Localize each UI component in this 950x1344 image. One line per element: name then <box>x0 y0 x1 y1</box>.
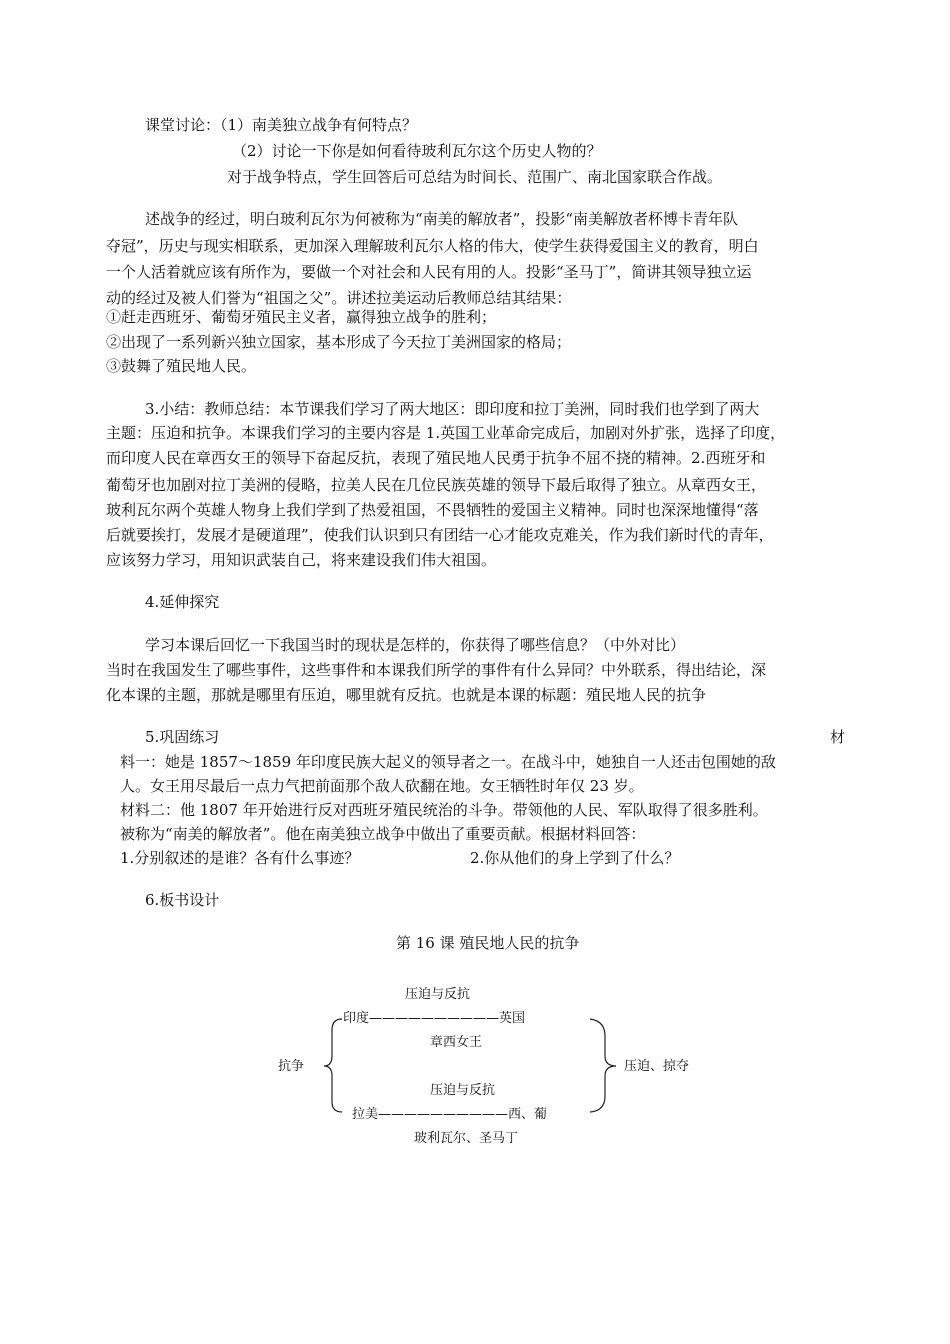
discussion-intro: 课堂讨论：（1）南美独立战争有何特点？ <box>145 116 418 134</box>
diagram-bottom-row: 拉美——————————西、葡 <box>352 1107 548 1122</box>
diagram-bottom-relation: 压迫与反抗 <box>430 1083 496 1098</box>
exercise-question-2: 2.你从他们的身上学到了什么？ <box>470 849 680 867</box>
narrative-line: ③鼓舞了殖民地人民。 <box>106 357 257 375</box>
left-brace <box>324 1019 342 1112</box>
exercise-heading-tail: 材 <box>830 728 846 746</box>
narrative-line: ②出现了一系列新兴独立国家，基本形成了今天拉丁美洲国家的格局； <box>106 333 572 351</box>
summary-line: 主题：压迫和抗争。本课我们学习的主要内容是 1.英国工业革命完成后，加剧对外扩张，选择了印度， <box>106 424 786 442</box>
extension-line: 化本课的主题，那就是哪里有压迫，哪里就有反抗。也就是本课的标题：殖民地人民的抗争 <box>106 686 707 704</box>
diagram-top-relation: 压迫与反抗 <box>405 987 471 1002</box>
exercise-material-line: 料一：她是 1857～1859 年印度民族大起义的领导者之一。在战斗中，她独自一人还击包围她的敌 <box>120 753 776 771</box>
diagram-top-row: 印度——————————英国 <box>343 1011 526 1026</box>
diagram-bottom-figures: 玻利瓦尔、圣马丁 <box>414 1131 519 1146</box>
board-heading: 6.板书设计 <box>145 891 220 909</box>
exercise-question-1: 1.分别叙述的是谁？各有什么事迹？ <box>120 849 360 867</box>
discussion-answer: 对于战争特点，学生回答后可总结为时间长、范围广、南北国家联合作战。 <box>227 168 723 186</box>
extension-line: 当时在我国发生了哪些事件，这些事件和本课我们所学的事件有什么异同？中外联系，得出结论，深 <box>106 661 767 679</box>
right-brace <box>590 1019 616 1112</box>
diagram-right-label: 压迫、掠夺 <box>624 1059 690 1074</box>
narrative-line: 一个人活着就应该有所作为，要做一个对社会和人民有用的人。投影“圣马丁”，简讲其领导独立运 <box>106 263 752 281</box>
summary-line: 葡萄牙也加剧对拉丁美洲的侵略，拉美人民在几位民族英雄的领导下最后取得了独立。从章西女王， <box>106 476 767 494</box>
summary-line: 后就要挨打，发展才是硬道理”，使我们认识到只有团结一心才能攻克难关，作为我们新时代的青年， <box>106 526 774 544</box>
summary-line: 3.小结：教师总结：本节课我们学习了两大地区：即印度和拉丁美洲，同时我们也学到了两大 <box>145 400 760 418</box>
summary-line: 应该努力学习，用知识武装自己，将来建设我们伟大祖国。 <box>106 551 497 569</box>
exercise-heading: 5.巩固练习 <box>145 728 220 746</box>
narrative-line: 夺冠”，历史与现实相联系，更加深入理解玻利瓦尔人格的伟大，使学生获得爱国主义的教育，明白 <box>106 237 759 255</box>
narrative-line: 述战争的经过，明白玻利瓦尔为何被称为“南美的解放者”，投影“南美解放者杯博卡青年队 <box>145 210 739 228</box>
summary-line: 玻利瓦尔两个英雄人物身上我们学到了热爱祖国，不畏牺牲的爱国主义精神。同时也深深地懂得“落 <box>106 501 759 519</box>
summary-line: 而印度人民在章西女王的领导下奋起反抗，表现了殖民地人民勇于抗争不屈不挠的精神。2.西班牙和 <box>106 449 766 467</box>
narrative-line: 动的经过及被人们誉为“祖国之父”。讲述拉美运动后教师总结其结果： <box>106 289 572 307</box>
exercise-material-line: 被称为“南美的解放者”。他在南美独立战争中做出了重要贡献。根据材料回答： <box>120 825 646 843</box>
diagram-left-label: 抗争 <box>278 1059 305 1074</box>
narrative-line: ①赶走西班牙、葡萄牙殖民主义者，赢得独立战争的胜利； <box>106 308 497 326</box>
discussion-question-2: （2）讨论一下你是如何看待玻利瓦尔这个历史人物的？ <box>232 142 602 160</box>
extension-line: 学习本课后回忆一下我国当时的现状是怎样的，你获得了哪些信息？（中外对比） <box>145 636 686 654</box>
exercise-material-line: 人。女王用尽最后一点力气把前面那个敌人砍翻在地。女王牺牲时年仅 23 岁。 <box>120 777 644 795</box>
board-title: 第 16 课 殖民地人民的抗争 <box>396 934 580 952</box>
exercise-material-line: 材料二：他 1807 年开始进行反对西班牙殖民统治的斗争。带领他的人民、军队取得了很多胜利。 <box>120 801 768 819</box>
extension-heading: 4.延伸探究 <box>145 593 220 611</box>
diagram-top-figure: 章西女王 <box>430 1035 483 1050</box>
